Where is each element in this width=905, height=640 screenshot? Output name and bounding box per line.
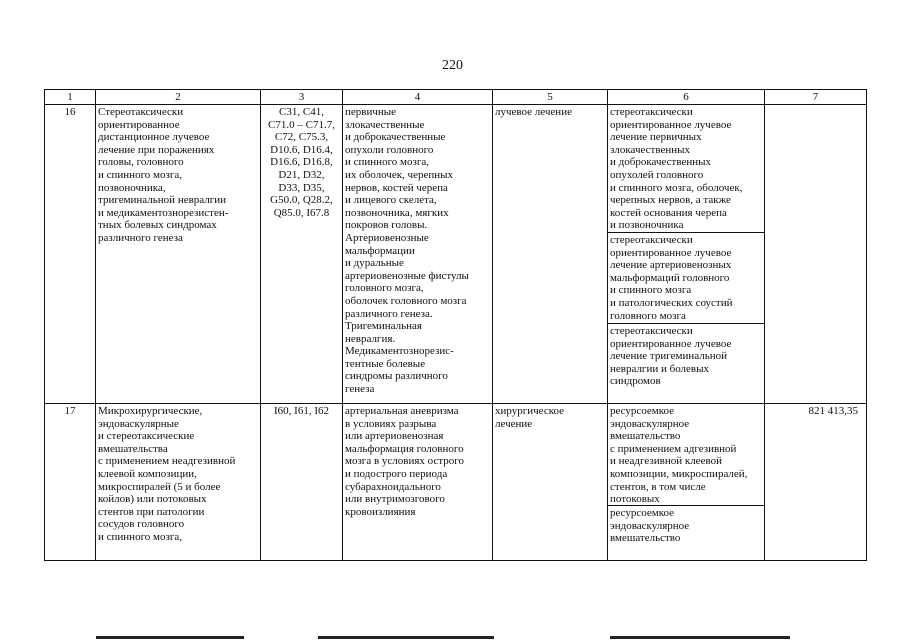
column-number: 7 — [765, 90, 867, 105]
scan-mark — [318, 636, 494, 639]
treatment-method: стереотаксически ориентированное лучевое лечение артериовенозных мальформаций головного и спинного мозга и патологических соустий головного мозга — [608, 232, 764, 323]
table-row — [45, 105, 867, 404]
column-number: 5 — [493, 90, 608, 105]
page-number: 220 — [442, 58, 463, 73]
column-number: 6 — [608, 90, 765, 105]
procedures-table — [44, 89, 867, 561]
icd-codes: C31, C41, C71.0 – C71.7, C72, C75.3, D10.6, D16.4, D16.6, D16.8, D21, D32, D33, D35, G50.0, Q28.2, Q85.0, I67.8 — [261, 105, 343, 404]
scan-mark — [610, 636, 790, 639]
column-number-row — [45, 90, 867, 105]
column-number: 3 — [261, 90, 343, 105]
column-number: 1 — [45, 90, 96, 105]
patient-model: артериальная аневризма в условиях разрыва или артериовенозная мальформация головного мозга в условиях острого и подострого периода субарахноидального или внутримозгового кровоизлияния — [343, 404, 493, 561]
treatment-methods — [608, 404, 765, 561]
treatment-type: лучевое лечение — [493, 105, 608, 404]
patient-model: первичные злокачественные и доброкачественные опухоли головного и спинного мозга, их оболочек, черепных нервов, костей черепа и лицевого скелета, позвоночника, мягких покровов головы. Артериовенозные мальформации и дуральные артериовенозные фистулы головного мозга, оболочек головного мозга различного генеза. Тригеминальная невралгия. Медикаментознорезис- тентные болевые синдромы различного генеза — [343, 105, 493, 404]
treatment-method: стереотаксически ориентированное лучевое лечение первичных злокачественных и доброкачественных опухолей головного и спинного мозга, оболочек, черепных нервов, а также костей основания черепа и позвоночника — [610, 106, 743, 232]
scan-edge — [0, 636, 905, 640]
column-number: 4 — [343, 90, 493, 105]
table-row — [45, 404, 867, 561]
row-number: 16 — [45, 105, 96, 404]
treatment-method: ресурсоемкое эндоваскулярное вмешательство с применением адгезивной и неадгезивной клеевой композиции, микроспиралей, стентов, в том числе потоковых — [610, 405, 748, 506]
icd-codes: I60, I61, I62 — [261, 404, 343, 561]
scan-mark — [96, 636, 244, 639]
procedure-name: Микрохирургические, эндоваскулярные и стереотаксические вмешательства с применением неадгезивной клеевой композиции, микроспиралей (5 и более койлов) или потоковых стентов при патологии сосудов головного и спинного мозга, — [96, 404, 261, 561]
treatment-method: стереотаксически ориентированное лучевое лечение тригеминальной невралгии и болевых синдромов — [608, 323, 764, 389]
cost: 821 413,35 — [765, 404, 867, 561]
row-number: 17 — [45, 404, 96, 561]
treatment-method: ресурсоемкое эндоваскулярное вмешательство — [608, 505, 764, 546]
treatment-type: хирургическое лечение — [493, 404, 608, 561]
procedure-name: Стереотаксически ориентированное дистанционное лучевое лечение при поражениях головы, головного и спинного мозга, позвоночника, тригеминальной невралгии и медикаментознорезистен- тных болевых синдромах различного генеза — [96, 105, 261, 404]
treatment-methods — [608, 105, 765, 404]
column-number: 2 — [96, 90, 261, 105]
cost — [765, 105, 867, 404]
